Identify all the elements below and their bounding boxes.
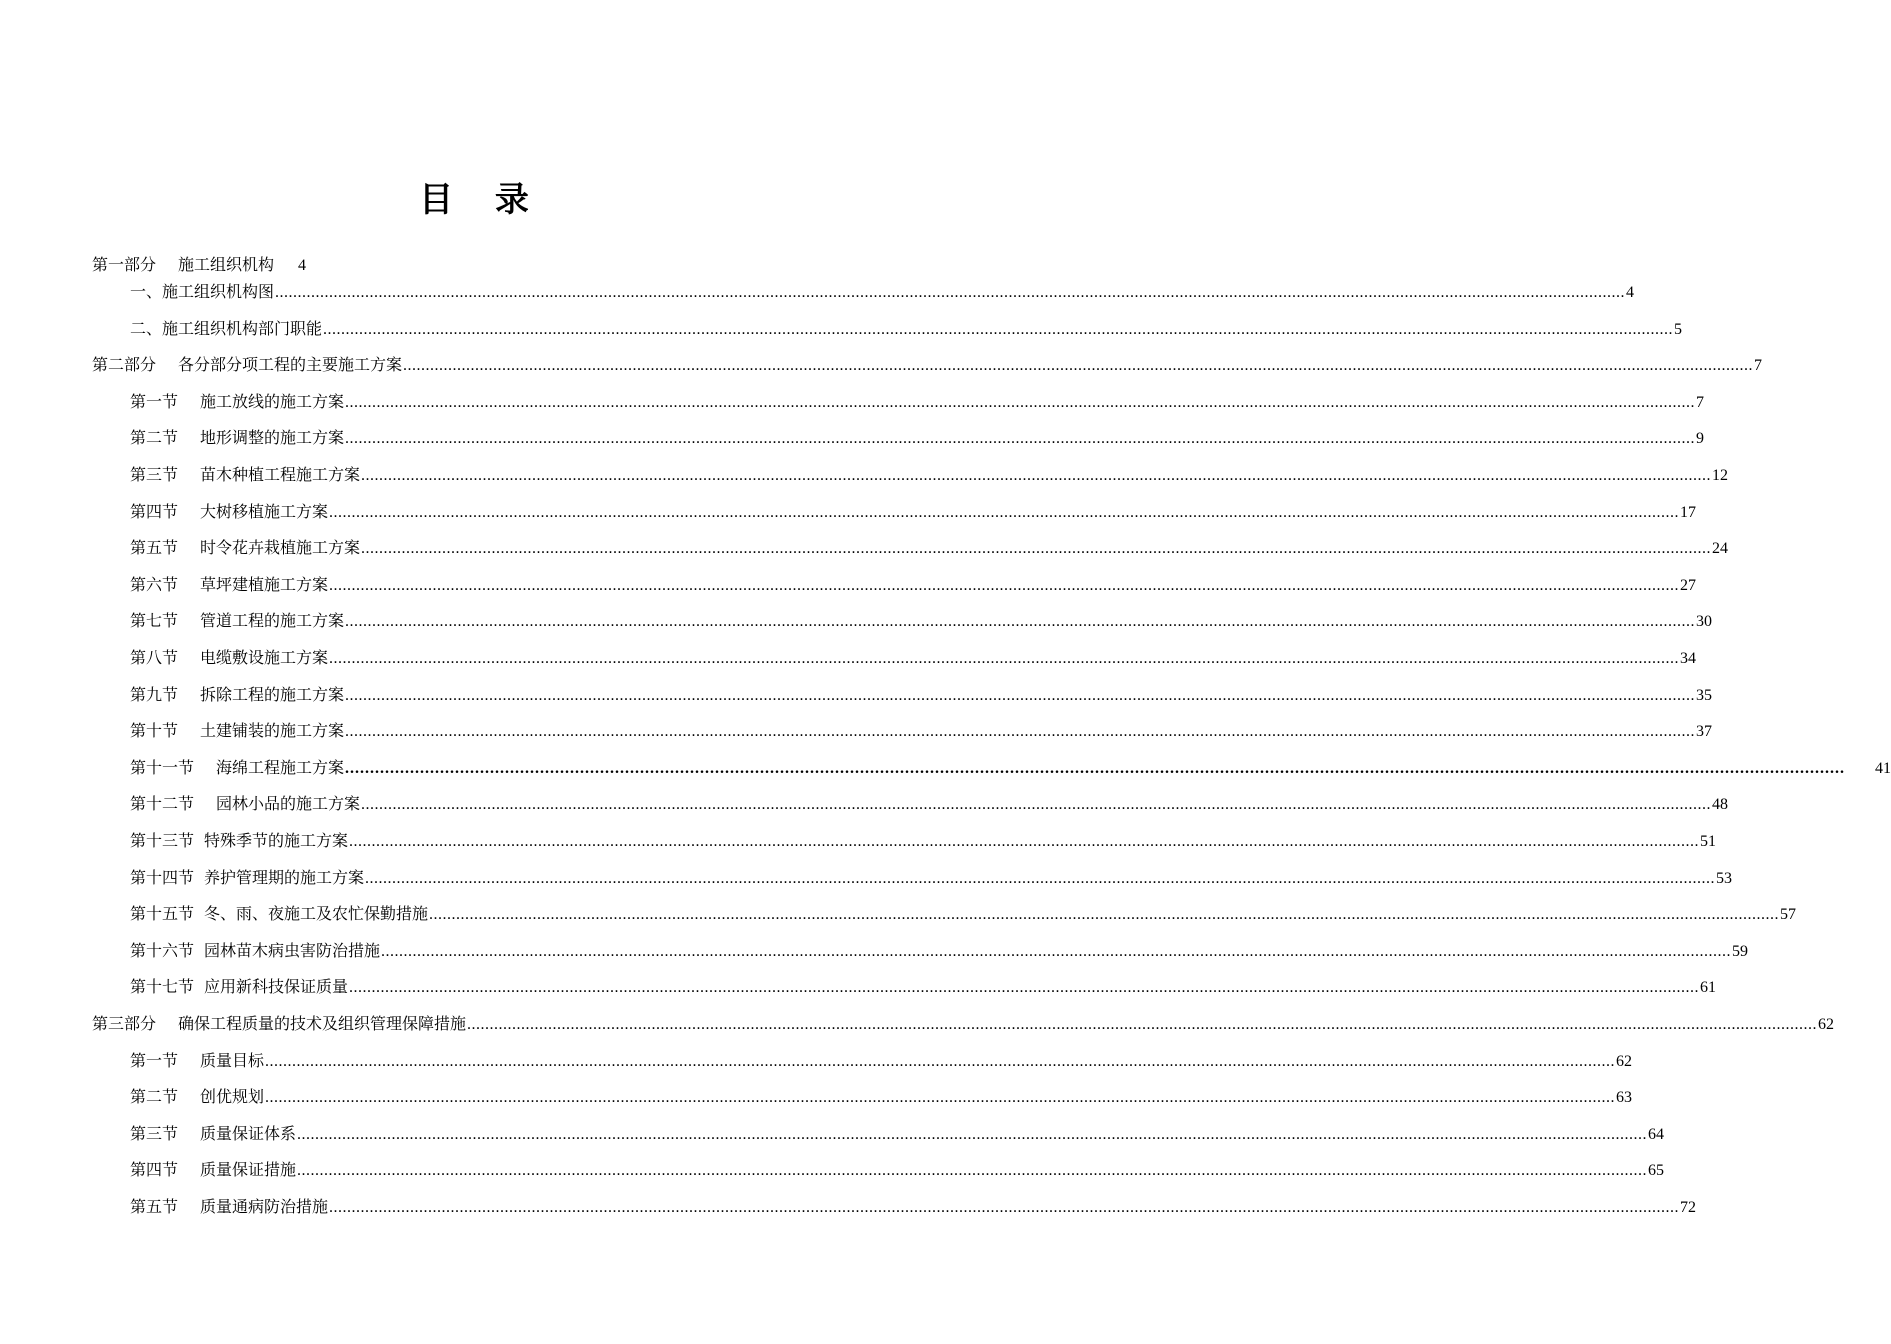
- dot-leader: ............................................................................................................................................................................................................................................................................................................: [361, 796, 1712, 814]
- toc-entry-page-number: 4: [298, 257, 307, 274]
- toc-entry-label: [130, 719, 344, 743]
- dot-leader: ............................................................................................................................................................................................................................................................................................................: [467, 1016, 1818, 1033]
- toc-entry-label: [130, 1085, 264, 1109]
- toc-entry-prefix: 第二节: [130, 428, 179, 448]
- toc-entry-text: 电缆敷设施工方案: [200, 648, 329, 667]
- toc-entry[interactable]: [130, 317, 1683, 341]
- toc-entry-label: [130, 1049, 264, 1073]
- toc-entry-prefix: 第十六节: [130, 940, 195, 960]
- dot-leader: ............................................................................................................................................................................................................................................................................................................: [381, 942, 1732, 960]
- toc-entry-page-number: 65: [1648, 1162, 1665, 1180]
- toc-entry-text: 地形调整的施工方案: [200, 428, 345, 448]
- toc-entry-prefix: 第一节: [130, 391, 179, 411]
- page-title: 目 录: [419, 180, 531, 220]
- dot-leader: ............................................................................................................................................................................................................................................................................................................: [361, 540, 1712, 558]
- toc-entry[interactable]: [130, 975, 1717, 999]
- toc-entry-page-number: 63: [1616, 1089, 1633, 1107]
- toc-entry-page-number: 7: [1696, 393, 1705, 411]
- toc-entry-text: 草坪建植施工方案: [200, 574, 329, 594]
- toc-entry-label: [130, 646, 328, 670]
- toc-entry-label: [130, 829, 348, 853]
- toc-entry-prefix: 第二部分: [92, 355, 157, 375]
- toc-entry-page-number: 9: [1696, 430, 1705, 448]
- toc-entry-text: 应用新科技保证质量: [204, 977, 349, 997]
- toc-entry[interactable]: [130, 1158, 1665, 1182]
- dot-leader: ............................................................................................................................................................................................................................................................................................................: [297, 1162, 1648, 1180]
- toc-entry[interactable]: [130, 646, 1697, 670]
- toc-entry-prefix: 第九节: [130, 684, 179, 704]
- toc-entry-label: [92, 1012, 466, 1036]
- dot-leader: ............................................................................................................................................................................................................................................................................................................: [265, 1089, 1616, 1107]
- toc-entry-text: 拆除工程的施工方案: [200, 684, 345, 704]
- toc-entry[interactable]: [130, 1085, 1633, 1109]
- toc-entry-prefix: 第三节: [130, 465, 179, 484]
- toc-entry-page-number: 12: [1712, 467, 1729, 484]
- toc-entry[interactable]: [130, 866, 1733, 890]
- toc-entry-prefix: 第十节: [130, 721, 179, 741]
- toc-entry-prefix: 第二节: [130, 1087, 179, 1107]
- toc-entry-prefix: 第八节: [130, 648, 179, 667]
- toc-entry-page-number: 51: [1700, 833, 1717, 850]
- toc-entry-prefix: 第五节: [130, 1197, 179, 1216]
- toc-entry-prefix: 第三部分: [92, 1014, 157, 1033]
- dot-leader: ............................................................................................................................................................................................................................................................................................................: [349, 833, 1700, 850]
- toc-entry-prefix: 第六节: [130, 574, 179, 594]
- toc-entry-page-number: 57: [1780, 906, 1797, 924]
- toc-entry-page-number: 62: [1818, 1016, 1835, 1033]
- dot-leader: ............................................................................................................................................................................................................................................................................................................: [329, 650, 1680, 667]
- toc-entry-text: 园林苗木病虫害防治措施: [204, 940, 381, 960]
- toc-entry-label: [130, 975, 348, 999]
- toc-entry-text: 管道工程的施工方案: [200, 611, 345, 631]
- toc-entry-label: [92, 353, 402, 377]
- dot-leader: ............................................................................................................................................................................................................................................................................................................: [329, 1199, 1680, 1216]
- toc-entry-prefix: 第三节: [130, 1123, 179, 1143]
- toc-entry-label: [130, 500, 328, 524]
- dot-leader: ............................................................................................................................................................................................................................................................................................................: [297, 1125, 1648, 1143]
- toc-entry-page-number: 62: [1616, 1052, 1633, 1070]
- toc-entry-page-number: 61: [1700, 979, 1717, 997]
- toc-entry[interactable]: [130, 426, 1705, 450]
- toc-entry[interactable]: [130, 719, 1713, 743]
- toc-entry-label: [130, 317, 322, 341]
- toc-entry-text: 园林小品的施工方案: [216, 794, 361, 814]
- dot-leader: ............................................................................................................................................................................................................................................................................................................: [345, 613, 1696, 631]
- toc-entry-label: [130, 609, 344, 633]
- toc-entry[interactable]: [130, 536, 1729, 560]
- toc-entry-text: 施工放线的施工方案: [200, 391, 345, 411]
- toc-entry-text: 确保工程质量的技术及组织管理保障措施: [178, 1014, 467, 1033]
- toc-entry-page-number: 30: [1696, 613, 1713, 631]
- toc-entry-page-number: 72: [1680, 1199, 1697, 1216]
- toc-entry[interactable]: [130, 500, 1697, 524]
- toc-entry-label: [130, 1195, 328, 1219]
- toc-entry-label: [130, 902, 428, 926]
- dot-leader: ............................................................................................................................................................................................................................................................................................................: [349, 979, 1700, 997]
- toc-entry-page-number: 53: [1716, 869, 1733, 887]
- toc-entry-prefix: 第五节: [130, 538, 179, 558]
- toc-entry-prefix: 第四节: [130, 501, 179, 521]
- toc-entry-prefix: 第十二节: [130, 794, 195, 814]
- toc-entry-label: [130, 573, 328, 597]
- dot-leader: ............................................................................................................................................................................................................................................................................................................: [275, 284, 1626, 301]
- toc-entry-prefix: 第十三节: [130, 831, 195, 850]
- toc-entry-label: [130, 792, 360, 816]
- toc-entry-page-number: 34: [1680, 650, 1697, 667]
- toc-entry-prefix: 第十七节: [130, 977, 195, 997]
- toc-entry-page-number: 7: [1754, 357, 1763, 375]
- toc-entry-page-number: 64: [1648, 1125, 1665, 1143]
- toc-entry-prefix: 第四节: [130, 1160, 179, 1180]
- toc-entry-text: 质量目标: [200, 1050, 265, 1070]
- toc-entry-label: [130, 866, 364, 890]
- toc-entry-label: [130, 426, 344, 450]
- toc-entry-page-number: 4: [1626, 284, 1635, 301]
- toc-entry-label: [130, 683, 344, 707]
- toc-entry[interactable]: [92, 353, 1763, 377]
- dot-leader: ............................................................................................................................................................................................................................................................................................................: [429, 906, 1780, 924]
- toc-entry-prefix: 第十五节: [130, 904, 195, 924]
- dot-leader: ............................................................................................................................................................................................................................................................................................................: [265, 1052, 1616, 1070]
- toc-entry-text: 海绵工程施工方案: [216, 757, 345, 777]
- toc-entry-page-number: 27: [1680, 576, 1697, 594]
- dot-leader: ............................................................................................................................................................................................................................................................................................................: [345, 686, 1696, 704]
- toc-entry-text: 质量保证措施: [200, 1160, 297, 1180]
- toc-entry[interactable]: [130, 902, 1797, 926]
- toc-entry-text: 养护管理期的施工方案: [204, 867, 365, 887]
- toc-entry-page-number: 37: [1696, 723, 1713, 741]
- toc-entry-text: 质量保证体系: [200, 1123, 297, 1143]
- toc-entry-page-number: 48: [1712, 796, 1729, 814]
- dot-leader: ............................................................................................................................................................................................................................................................................................................: [329, 576, 1680, 594]
- toc-entry-page-number: 41: [1875, 759, 1891, 777]
- dot-leader: ............................................................................................................................................................................................................................................................................................................: [345, 723, 1696, 741]
- toc-entry-label: [130, 463, 360, 487]
- dot-leader: ............................................................................................................................................................................................................................................................................................................: [345, 393, 1696, 411]
- toc-entry[interactable]: [130, 756, 1891, 780]
- toc-entry-prefix: 第十四节: [130, 867, 195, 887]
- toc-entry[interactable]: [130, 683, 1713, 707]
- dot-leader: ............................................................................................................................................................................................................................................................................................................: [323, 320, 1674, 338]
- toc-entry-page-number: 24: [1712, 540, 1729, 558]
- toc-entry-label: [92, 253, 274, 277]
- toc-entry-text: 土建铺装的施工方案: [200, 721, 345, 741]
- toc-entry[interactable]: [130, 609, 1713, 633]
- toc-entry-text: 创优规划: [200, 1087, 265, 1107]
- dot-leader: ............................................................................................................................................................................................................................................................................................................: [361, 467, 1712, 484]
- dot-leader: ............................................................................................................................................................................................................................................................................................................: [329, 503, 1680, 521]
- dot-leader: ............................................................................................................................................................................................................................................................................................................: [365, 869, 1716, 887]
- toc-entry[interactable]: [130, 1195, 1697, 1219]
- toc-entry-text: 二、施工组织机构部门职能: [130, 318, 323, 338]
- toc-entry-text: 各分部分项工程的主要施工方案: [178, 355, 403, 375]
- toc-entry-label: [130, 280, 274, 304]
- dot-leader: ............................................................................................................................................................................................................................................................................................................: [345, 430, 1696, 448]
- toc-entry-label: [130, 1122, 296, 1146]
- toc-entry[interactable]: [130, 573, 1697, 597]
- toc-entry-label: [130, 756, 344, 780]
- toc-entry-text: 一、施工组织机构图: [130, 282, 275, 301]
- toc-entry-text: 施工组织机构: [178, 255, 275, 274]
- dot-leader: ............................................................................................................................................................................................................................................................................................................: [403, 357, 1754, 375]
- toc-entry[interactable]: [92, 253, 306, 277]
- toc-entry-text: 特殊季节的施工方案: [204, 831, 349, 850]
- toc-entry[interactable]: [92, 1012, 1835, 1036]
- toc-entry-prefix: 第十一节: [130, 757, 195, 777]
- toc-entry[interactable]: [130, 829, 1717, 853]
- toc-entry-label: [130, 536, 360, 560]
- dot-leader: ............................................................................................................................................................................................................................................................................................................: [345, 759, 1846, 777]
- toc-entry[interactable]: [130, 390, 1705, 414]
- toc-entry-page-number: 5: [1674, 320, 1683, 338]
- toc-entry-text: 苗木种植工程施工方案: [200, 465, 361, 484]
- toc-entry-label: [130, 939, 380, 963]
- toc-entry[interactable]: [130, 1049, 1633, 1073]
- toc-entry[interactable]: [130, 792, 1729, 816]
- toc-entry-text: 大树移植施工方案: [200, 501, 329, 521]
- toc-entry-prefix: 第一节: [130, 1050, 179, 1070]
- toc-entry-text: 质量通病防治措施: [200, 1197, 329, 1216]
- toc-entry-prefix: 第一部分: [92, 255, 157, 274]
- toc-entry[interactable]: [130, 463, 1729, 487]
- toc-entry-page-number: 59: [1732, 942, 1749, 960]
- toc-entry-label: [130, 390, 344, 414]
- toc-entry[interactable]: [130, 1122, 1665, 1146]
- toc-entry-page-number: 35: [1696, 686, 1713, 704]
- toc-entry-label: [130, 1158, 296, 1182]
- toc-entry-text: 冬、雨、夜施工及农忙保勤措施: [204, 904, 429, 924]
- toc-entry[interactable]: [130, 939, 1749, 963]
- toc-entry-text: 时令花卉栽植施工方案: [200, 538, 361, 558]
- toc-entry-prefix: 第七节: [130, 611, 179, 631]
- toc-entry[interactable]: [130, 280, 1635, 304]
- toc-entry-page-number: 17: [1680, 503, 1697, 521]
